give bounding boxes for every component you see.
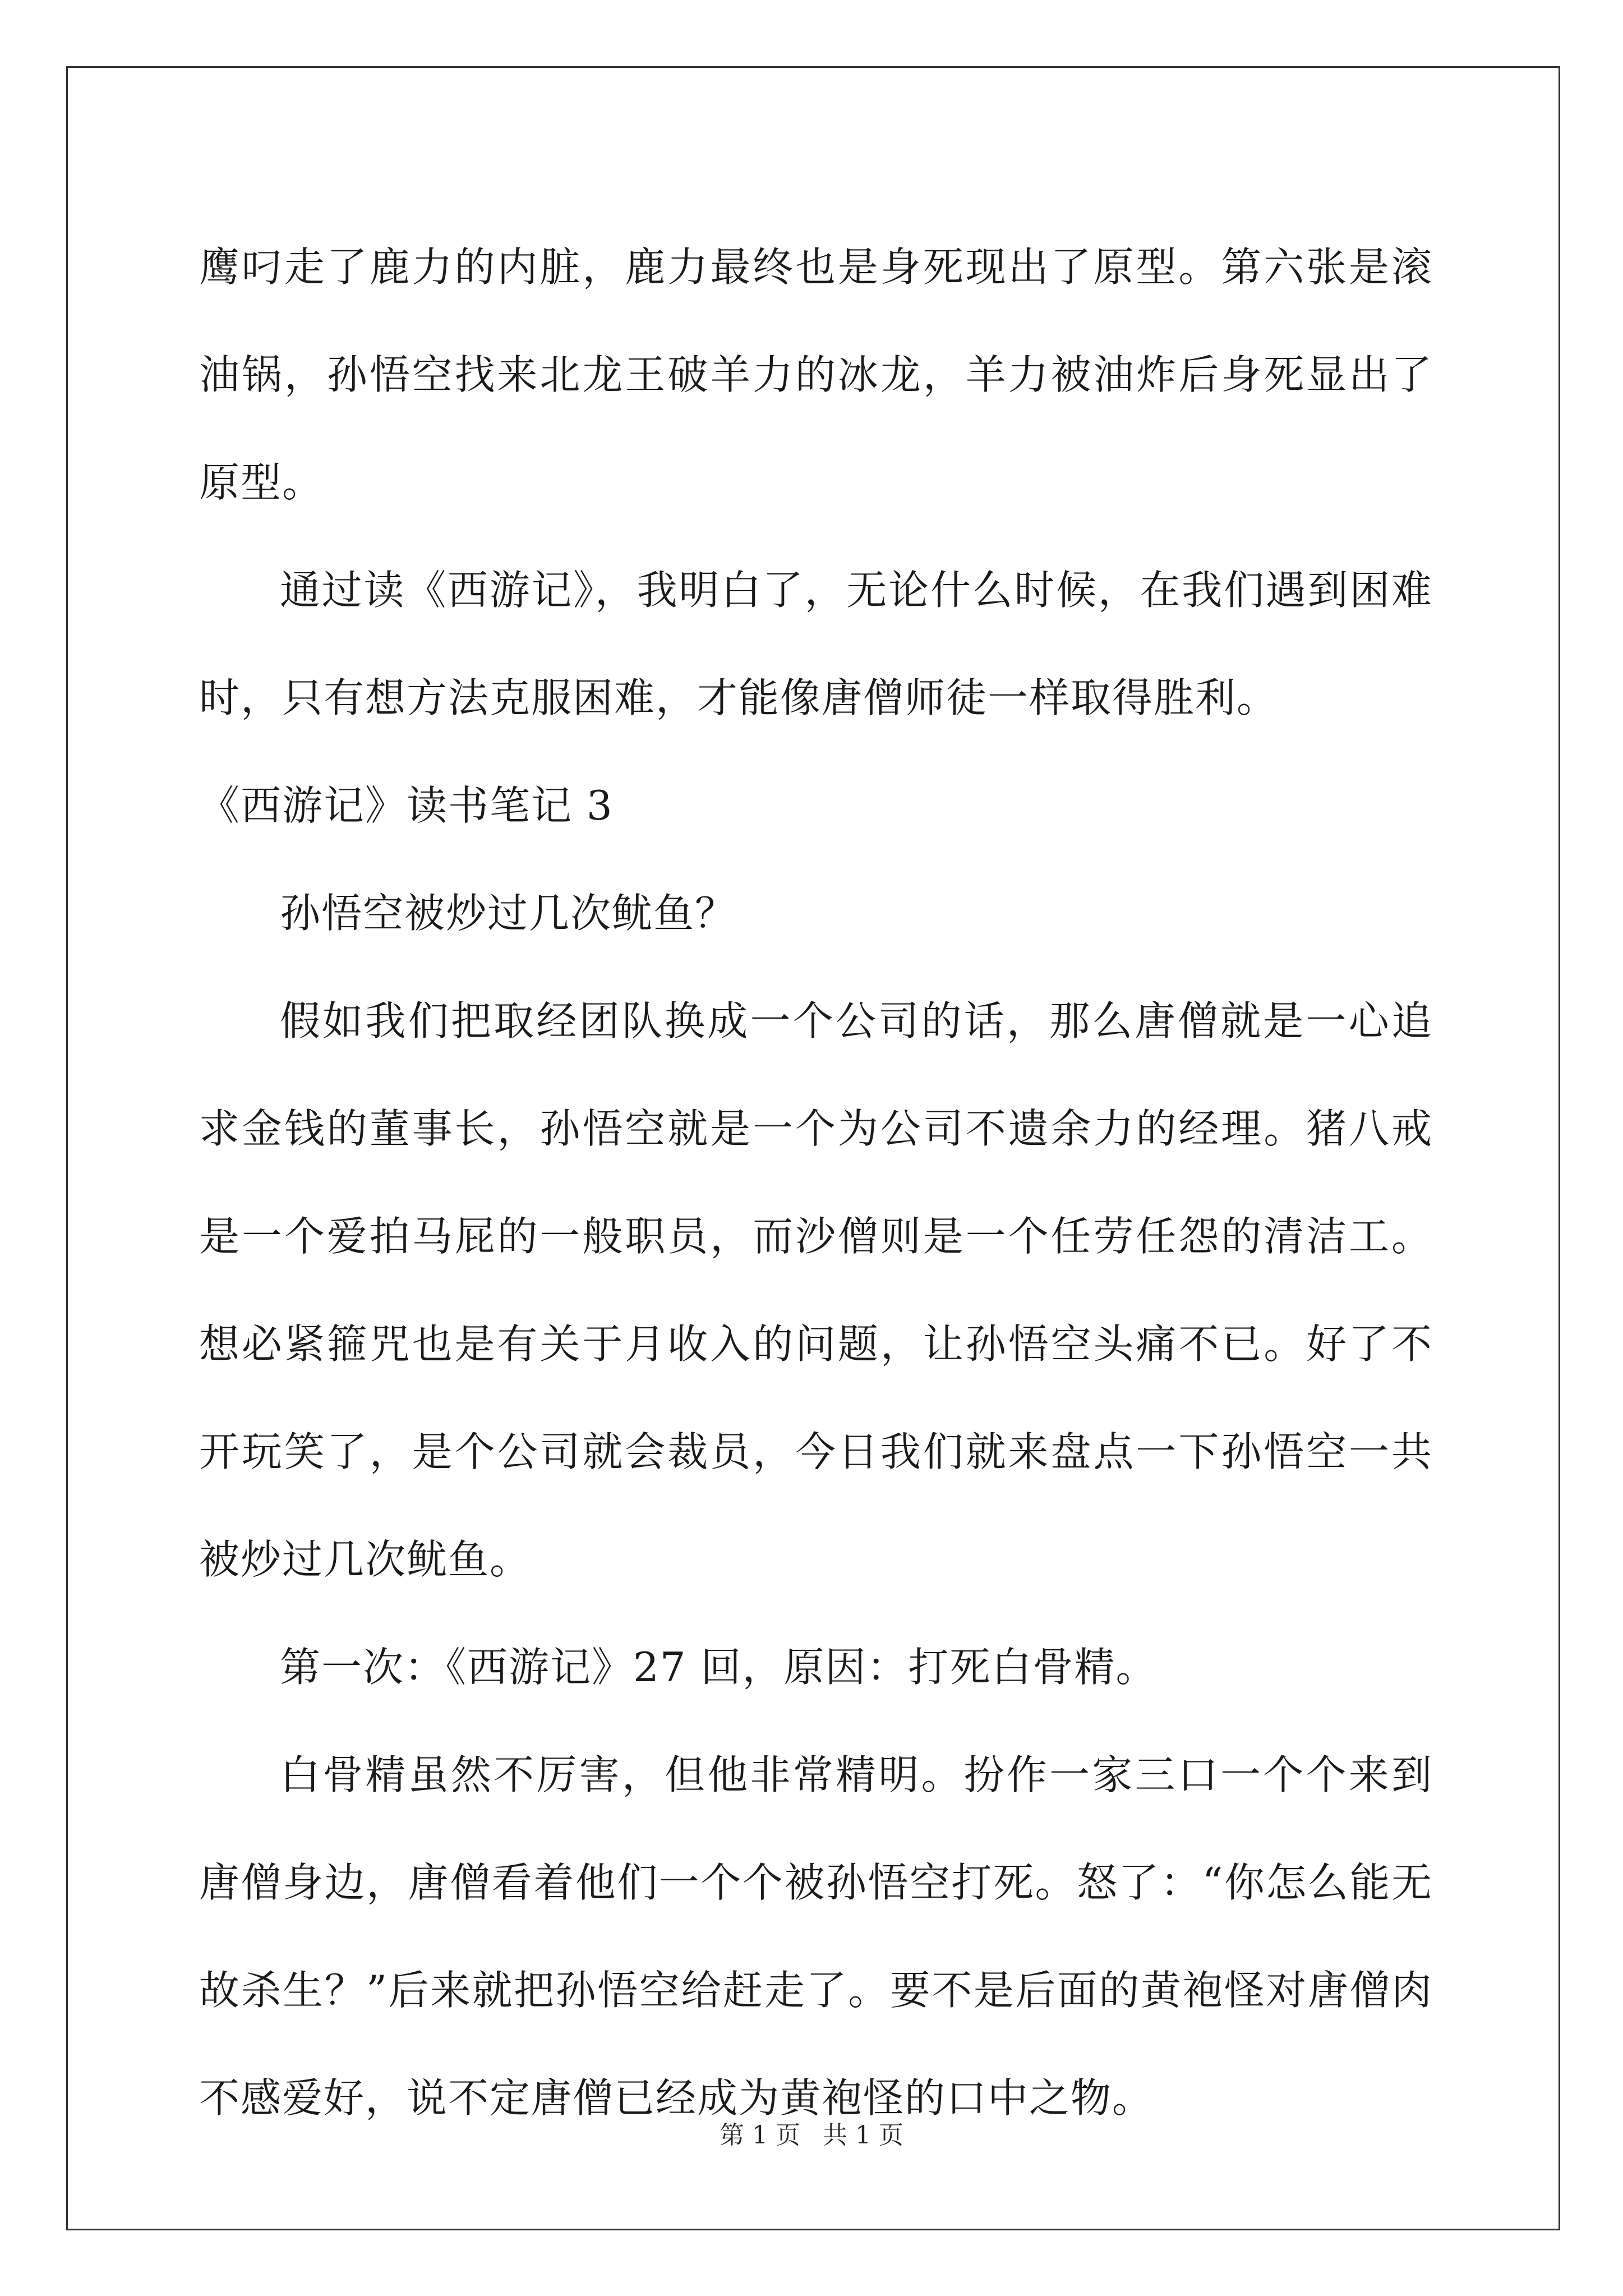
document-body (199, 213, 1433, 2152)
paragraph: 通过读《西游记》，我明白了，无论什么时候，在我们遇到困难时，只有想方法克服困难，才能像唐僧师徒一样取得胜利。 (199, 567, 1433, 721)
paragraph: 鹰叼走了鹿力的内脏，鹿力最终也是身死现出了原型。第六张是滚油锅，孙悟空找来北龙王破羊力的冰龙，羊力被油炸后身死显出了原型。 (199, 243, 1433, 506)
paragraph: 白骨精虽然不厉害，但他非常精明。扮作一家三口一个个来到唐僧身边，唐僧看着他们一个个被孙悟空打死。怒了：“你怎么能无故杀生？”后来就把孙悟空给赶走了。要不是后面的黄袍怪对唐僧肉不感爱好，说不定唐僧已经成为黄袍怪的口中之物。 (199, 1751, 1433, 2122)
page-total: 共 1 页 (823, 2121, 903, 2150)
page-footer (0, 2115, 1623, 2151)
section-heading: 《西游记》读书笔记 3 (199, 782, 614, 829)
page-number: 第 1 页 (720, 2121, 800, 2150)
paragraph: 孙悟空被炒过几次鱿鱼？ (280, 890, 737, 937)
paragraph: 第一次：《西游记》27 回，原因：打死白骨精。 (280, 1644, 1158, 1691)
paragraph: 假如我们把取经团队换成一个公司的话，那么唐僧就是一心追求金钱的董事长，孙悟空就是一个为公司不遗余力的经理。猪八戒是一个爱拍马屁的一般职员，而沙僧则是一个任劳任怨的清洁工。想必紧箍咒也是有关于月收入的问题，让孙悟空头痛不已。好了不开玩笑了，是个公司就会裁员，今日我们就来盘点一下孙悟空一共被炒过几次鱿鱼。 (199, 997, 1433, 1583)
